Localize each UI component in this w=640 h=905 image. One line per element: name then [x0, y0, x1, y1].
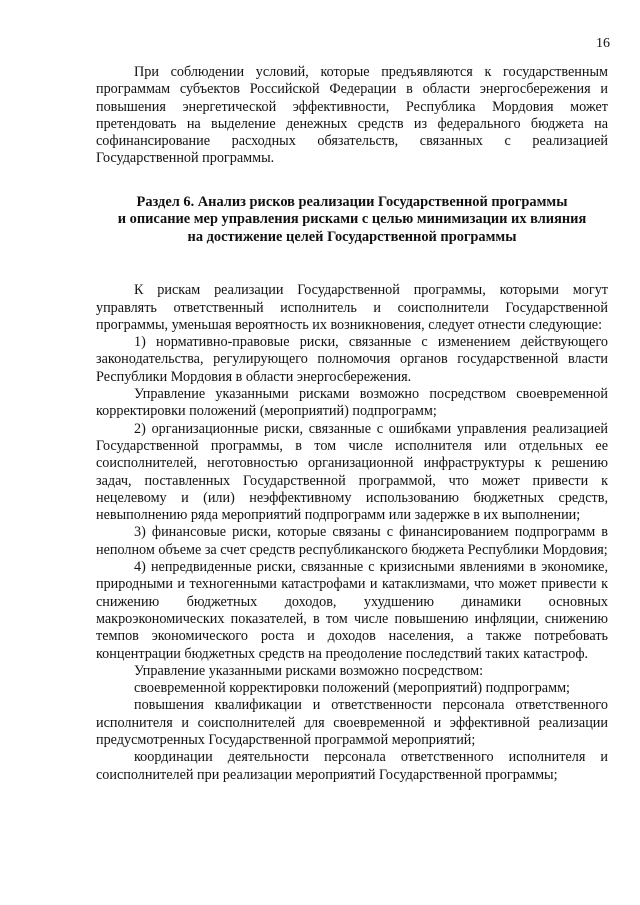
page-content [96, 64, 608, 784]
legal-risks-management-paragraph: Управление указанными рисками возможно посредством своевременной корректировки положений (мероприятий) подпрограмм; [96, 386, 608, 420]
risk-management-item: своевременной корректировки положений (мероприятий) подпрограмм; [134, 680, 571, 697]
risk-management-item: повышения квалификации и ответственности персонала ответственного исполнителя и соисполнителей для своевременной и эффективной реализации предусмотренных Государственной программой мероприятий; [96, 697, 608, 748]
financial-risks-paragraph: 3) финансовые риски, которые связаны с финансированием подпрограмм в неполном объеме за счет средств республиканского бюджета Республики Мордовия; [96, 524, 608, 558]
section-heading [96, 194, 608, 247]
risk-management-intro-paragraph: Управление указанными рисками возможно посредством: [134, 662, 484, 679]
section-heading-line: на достижение целей Государственной программы [187, 228, 517, 245]
section-heading-line: и описание мер управления рисками с целью минимизации их влияния [117, 211, 587, 228]
section-heading-line: Раздел 6. Анализ рисков реализации Государственной программы [136, 193, 568, 210]
organizational-risks-paragraph: 2) организационные риски, связанные с ошибками управления реализацией Государственной программы, в том числе исполнителя или отдельных ее соисполнителей, неготовностью организационной инфраструктуры к решению задач, поставленных Государственной программой, что может привести к нецелевому и (или) неэффективному использованию бюджетных средств, невыполнению ряда мероприятий подпрограмм или задержке в их выполнении; [96, 420, 608, 524]
intro-paragraph: При соблюдении условий, которые предъявляются к государственным программам субъектов Российской Федерации в области энергосбережения и повышения энергетической эффективности, Республика Мордовия может претендовать на выделение денежных средств из федерального бюджета на софинансирование расходных обязательств, связанных с реализацией Государственной программы. [96, 64, 608, 167]
risks-intro-paragraph: К рискам реализации Государственной программы, которыми могут управлять ответственный исполнитель и соисполнители Государственной программы, уменьшая вероятность их возникновения, следует отнести следующие: [96, 282, 608, 333]
page-number: 16 [596, 36, 610, 51]
risk-management-item: координации деятельности персонала ответственного исполнителя и соисполнителей при реализации мероприятий Государственной программы; [96, 749, 608, 783]
legal-risks-paragraph: 1) нормативно-правовые риски, связанные с изменением действующего законодательства, регулирующего полномочия органов государственной власти Республики Мордовия в области энергосбережения. [96, 334, 608, 385]
unforeseen-risks-paragraph: 4) непредвиденные риски, связанные с кризисными явлениями в экономике, природными и техногенными катастрофами и катаклизмами, что может привести к снижению бюджетных доходов, ухудшению динамики основных макроэкономических показателей, в том числе повышению инфляции, снижению темпов экономического роста и доходов населения, а также потребовать концентрации бюджетных средств на преодоление последствий таких катастроф. [96, 559, 608, 662]
